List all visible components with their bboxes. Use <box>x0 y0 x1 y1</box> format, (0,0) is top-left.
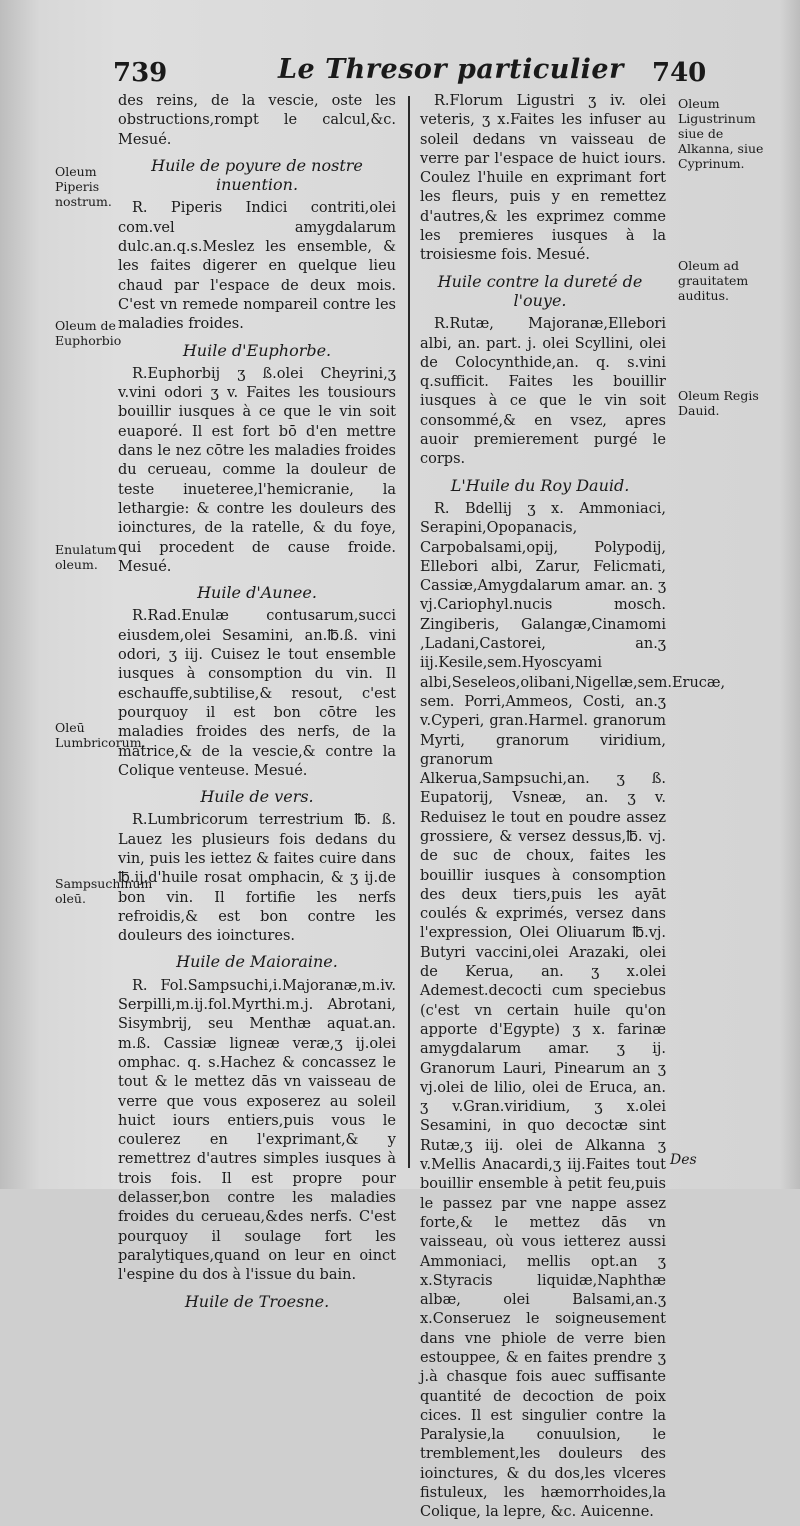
section-heading: Huile de Troesne. <box>184 1291 330 1311</box>
right-page-number: 740 <box>652 58 707 88</box>
recipe-text: R.Rutæ, Majoranæ,Ellebori albi, an. part. j. olei Scyllini, olei de Colocynthide,an. q. s.vini q.sufficit. Faites les bouillir iusques à ce que le vin soit consommé,& en vsez, apres auoir premierement purgé le corps. <box>420 316 666 468</box>
running-title: Le Thresor particulier <box>278 54 624 85</box>
section-heading: Huile contre la dureté de l'ouye. <box>437 271 643 310</box>
column-divider <box>408 96 410 1168</box>
section-heading: Huile d'Euphorbe. <box>182 340 332 360</box>
margin-note: Oleum Piperis nostrum. <box>55 164 112 209</box>
recipe-text: R. Bdellij ʒ x. Ammoniaci, Serapini,Opopanacis, Carpobalsami,opij, Polypodij, Ellebori albi, Zarur, Felicmati, Cassiæ,Amygdalarum amar. an. ʒ vj.Cariophyl.nucis mosch. Zingiberis, Galangæ,Cinamomi ,Ladani,Castorei, an.ʒ iij.Kesile,sem.Hyoscyami albi,Seseleos,olibani,Nigellæ,sem.Erucæ, sem. Porri,Ammeos, Costi, an.ʒ v.Cyperi, gran.Harmel. granorum Myrti, granorum viridium, granorum Alkerua,Sampsuchi,an. ʒ ß. Eupatorij, Vsneæ, an. ʒ v. Reduisez le tout en poudre assez grossiere, & versez dessus,℔. vj. de suc de choux, faites les bouillir iusques à consomption des deux tiers,puis les ayāt coulés & exprimés, versez dans l'expression, Olei Oliuarum ℔.vj. Butyri vaccini,olei Arazaki, olei de Kerua, an. ʒ x.olei Ademest.decocti cum speciebus (c'est vn certain huile qu'on apporte d'Egypte) ʒ x. farinæ amygdalarum amar. ʒ ij. Granorum Lauri, Pinearum an ʒ vj.olei de lilio, olei de Eruca, an. ʒ v.Gran.viridium, ʒ x.olei Sesamini, in quo decoctæ sint Rutæ,ʒ iij. olei de Alkanna ʒ v.Mellis Anacardi,ʒ iij.Faites tout bouillir ensemble à petit feu,puis le passez par vne nappe assez forte,& le mettez dās vn vaisseau, où vous ietterez aussi Ammoniaci, mellis opt.an ʒ x.Styracis liquidæ,Naphthæ albæ, olei Balsami,an.ʒ x.Conseruez le soigneusement dans vne phiole de verre bien estouppee, & en faites prendre ʒ j.à chasque fois auec suffisante quantité de decoction de poix cices. Il est singulier contre la Paralysie,la conuulsion, le tremblement,les douleurs des ioinctures, & du dos,les vlceres fistuleux, les hæmorrhoides,la Colique, la lepre, &c. Auicenne. <box>420 500 726 1521</box>
section-heading: L'Huile du Roy Dauid. <box>450 475 630 495</box>
recipe-text: R.Euphorbij ʒ ß.olei Cheyrini,ʒ v.vini odori ʒ v. Faites les tousiours bouillir iusques à ce que le vin soit euaporé. Il est fort bō d'en mettre dans le nez cōtre les maladies froides du cerueau, comme la douleur de teste inueteree,l'hemicranie, la lethargie: & contre les douleurs des ioinctures, de la ratelle, & du foye, qui procedent de cause froide. Mesué. <box>118 365 396 575</box>
margin-note: Oleū Lumbricorum. <box>55 720 146 750</box>
continued-text: des reins, de la vescie, oste les obstructions,rompt le calcul,&c. Mesué. <box>118 93 396 148</box>
running-header <box>0 52 800 92</box>
margin-note: Oleum ad grauitatem auditus. <box>678 258 749 303</box>
catchword: Des <box>670 1152 697 1168</box>
section-heading: Huile d'Aunee. <box>197 583 317 603</box>
left-column <box>118 92 396 1316</box>
margin-note: Sampsuchinum oleū. <box>55 876 153 906</box>
recipe-text: R. Piperis Indici contriti,olei com.vel amygdalarum dulc.an.q.s.Meslez les ensemble, & les faites digerer en quelque lieu chaud par l'espace de deux mois. C'est vn remede nompareil contre les maladies froides. <box>118 200 396 333</box>
recipe-text: R.Lumbricorum terrestrium ℔. ß. Lauez les plusieurs fois dedans du vin, puis les iettez & faites cuire dans ℔.ij.d'huile rosat omphacin, & ʒ ij.de bon vin. Il fortifie les nerfs refroidis,& est bon contre les douleurs des ioinctures. <box>118 812 396 945</box>
margin-note: Oleum de Euphorbio <box>55 318 122 348</box>
recipe-text: R. Fol.Sampsuchi,i.Majoranæ,m.iv. Serpilli,m.ij.fol.Myrthi.m.j. Abrotani, Sisymbrij, seu Menthæ aquat.an. m.ß. Cassiæ ligneæ veræ,ʒ ij.olei omphac. q. s.Hachez & concassez le tout & le mettez dās vn vaisseau de verre que vous exposerez au soleil huict iours entiers,puis vous le coulerez en l'exprimant,& y remettrez d'autres simples iusques à trois fois. Il est propre pour delasser,bon contre les maladies froides du cerueau,&des nerfs. C'est pourquoy il soulage fort les paralytiques,quand on leur en oinct l'espine du dos à l'issue du bain. <box>118 977 396 1284</box>
section-heading: Huile de Maioraine. <box>176 952 338 972</box>
left-page-number: 739 <box>113 58 168 88</box>
section-heading: Huile de vers. <box>200 787 314 807</box>
margin-note: Enulatum oleum. <box>55 542 117 572</box>
recipe-text: R.Rad.Enulæ contusarum,succi eiusdem,olei Sesamini, an.℔.ß. vini odori, ʒ iij. Cuisez le tout ensemble iusques à consomption du vin. Il eschauffe,subtilise,& resout, c'est pourquoy il est bon cōtre les maladies froides des nerfs, de la matrice,& de la vescie,& contre la Colique venteuse. Mesué. <box>118 608 396 779</box>
margin-note: Oleum Ligustrinum siue de Alkanna, siue Cyprinum. <box>678 96 764 171</box>
margin-note: Oleum Regis Dauid. <box>678 388 759 418</box>
recipe-text: R.Florum Ligustri ʒ iv. olei veteris, ʒ x.Faites les infuser au soleil dedans vn vaisseau de verre par l'espace de huict iours. Coulez l'huile en exprimant fort les fleurs, puis y en remettez d'autres,& les exprimez comme les premieres iusques à la troisiesme fois. Mesué. <box>420 93 666 264</box>
section-heading: Huile de poyure de nostre inuention. <box>151 155 363 195</box>
